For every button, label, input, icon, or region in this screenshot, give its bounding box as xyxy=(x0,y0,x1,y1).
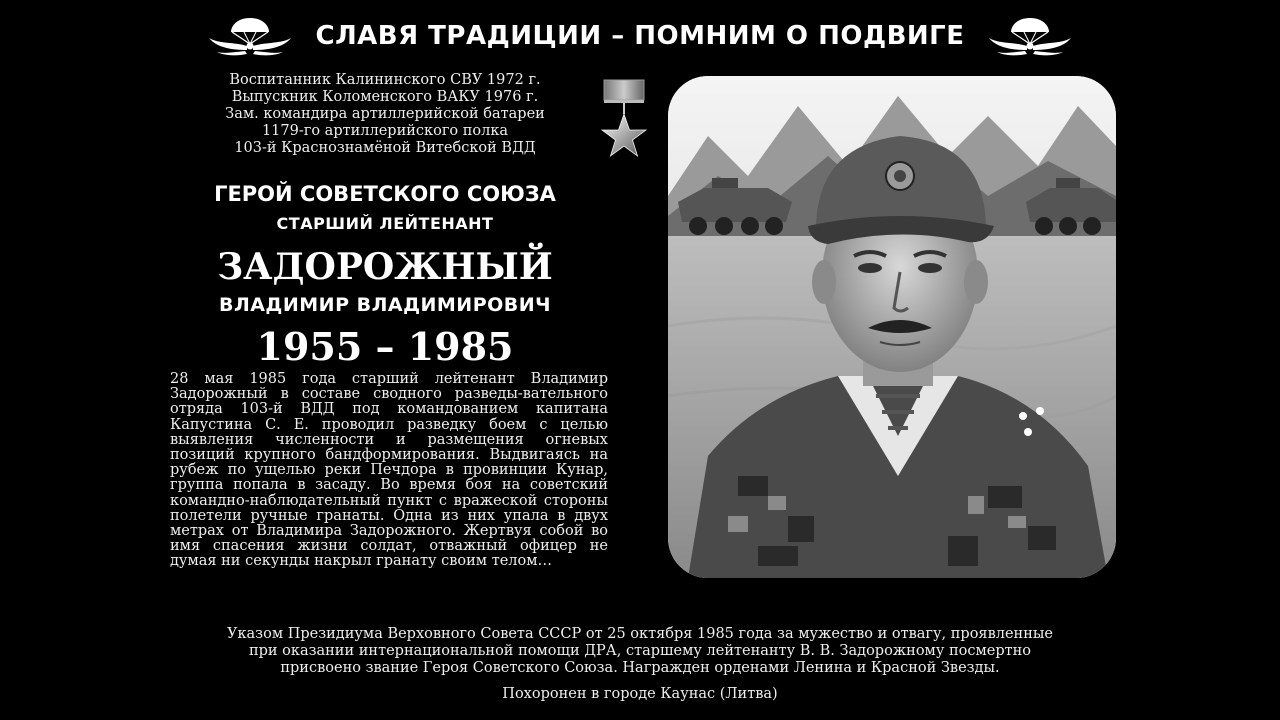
life-years: 1955 – 1985 xyxy=(256,324,514,369)
surname: ЗАДОРОЖНЫЙ xyxy=(217,246,553,288)
header xyxy=(0,14,1280,58)
page-title: СЛАВЯ ТРАДИЦИИ – ПОМНИМ О ПОДВИГЕ xyxy=(315,21,965,51)
bio-line: Зам. командира артиллерийской батареи xyxy=(225,106,545,122)
gold-star-medal-icon xyxy=(596,76,652,170)
parachute-wings-icon xyxy=(987,14,1073,58)
name-patronymic: ВЛАДИМИР ВЛАДИМИРОВИЧ xyxy=(218,294,552,316)
bio-line: Выпускник Коломенского ВАКУ 1976 г. xyxy=(231,89,539,105)
decree-text xyxy=(140,626,1140,677)
portrait-illustration xyxy=(668,76,1116,578)
burial-text: Похоронен в городе Каунас (Литва) xyxy=(502,686,778,702)
bio-line: 103-й Краснознамёной Витебской ВДД xyxy=(234,140,536,156)
decree-line: присвоено звание Героя Советского Союза. Награжден орденами Ленина и Красной Звезды. xyxy=(280,660,1000,676)
bio-line: Воспитанник Калининского СВУ 1972 г. xyxy=(229,72,541,88)
bio-block xyxy=(170,72,600,157)
rank: СТАРШИЙ ЛЕЙТЕНАНТ xyxy=(276,214,494,233)
parachute-wings-icon xyxy=(207,14,293,58)
soldier-portrait xyxy=(668,76,1116,578)
hero-title: ГЕРОЙ СОВЕТСКОГО СОЮЗА xyxy=(214,182,556,206)
story-text: 28 мая 1985 года старший лейтенант Владимир Задорожный в составе сводного разведы-вательного отряда 103-й ВДД под командованием капитана Капустина С. Е. проводил разведку боем с целью выявления численности и размещения огневых позиций крупного бандформирования. Выдвигаясь на рубеж по ущелью реки Печдора в провинции Кунар, группа попала в засаду. Во время боя на советский командно-наблюдательный пункт с вражеской стороны полетели ручные гранаты. Одна из них упала в двух метрах от Владимира Задорожного. Жертвуя собой во имя спасения жизни солдат, отважный офицер не думая ни секунды накрыл гранату своим телом… xyxy=(170,371,608,570)
decree-line: при оказании интернациональной помощи ДРА, старшему лейтенанту В. В. Задорожному посмертно xyxy=(248,643,1032,659)
decree-line: Указом Президиума Верховного Совета СССР от 25 октября 1985 года за мужество и отвагу, проявленные xyxy=(227,626,1053,642)
bio-line: 1179-го артиллерийского полка xyxy=(261,123,509,139)
